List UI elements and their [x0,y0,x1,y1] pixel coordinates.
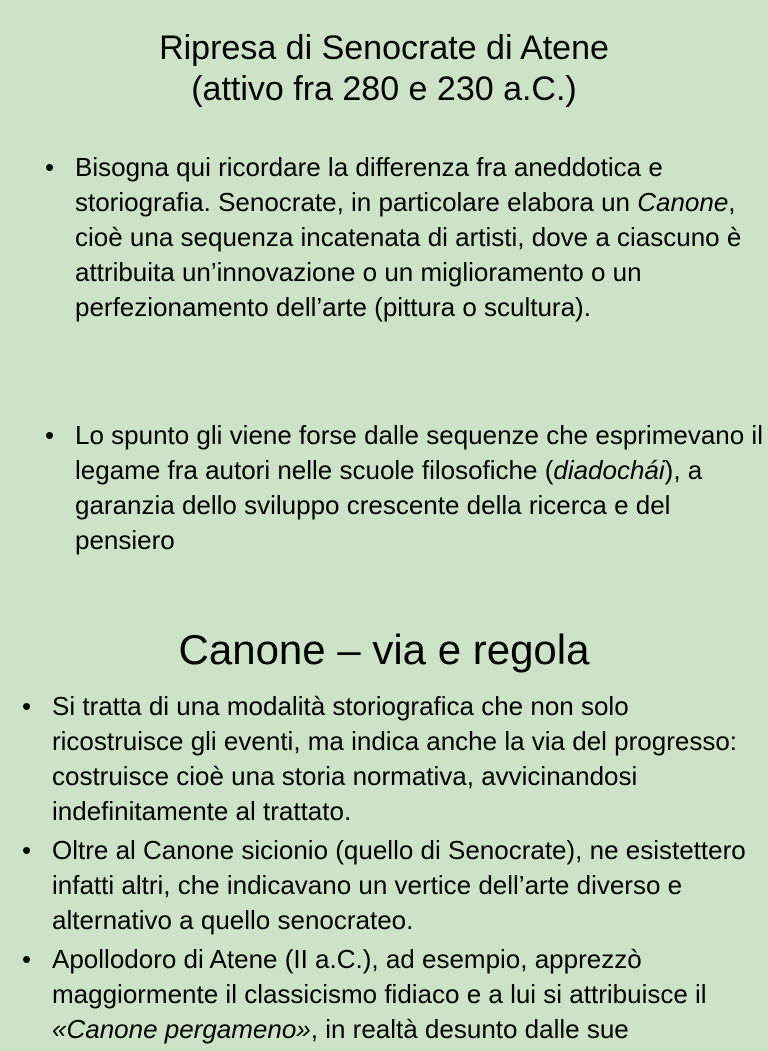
bullet-text: , in realtà desunto dalle sue [310,1014,629,1044]
bullet-text: Oltre al Canone sicionio (quello di Senocrate), ne esistettero infatti altri, che indicavano un vertice dell’arte diverso e alternativo a quello senocrateo. [52,835,746,935]
bullet-italic-term: Canone [637,187,729,217]
title-line-1: Ripresa di Senocrate di Atene [159,29,609,67]
bullet-italic-term: diadochái [553,455,665,485]
slide-title [0,28,768,110]
bullet-item-differenza [45,150,765,325]
bullet-text: , cioè una sequenza incatenata di artisti, dove a ciascuno è attribuita un’innovazione o un miglioramento o un perfezionamento dell’arte (pittura o scultura). [75,187,742,322]
bullet-list [45,150,765,555]
bullet-item-modalita [22,689,764,829]
bullet-text: Lo spunto gli viene forse dalle sequenze che esprimevano il legame fra autori nelle scuole filosofiche ( [75,420,763,485]
title-line-2: (attivo fra 280 e 230 a.C.) [191,70,577,108]
bullet-text: Apollodoro di Atene (II a.C.), ad esempio, apprezzò maggiormente il classicismo fidiaco e a lui si attribuisce il [52,944,707,1009]
slide-canone [0,600,768,1044]
bullet-dot-icon: • [45,152,55,182]
bullet-item-altri-canoni [22,833,764,938]
bullet-dot-icon: • [45,420,55,450]
bullet-text: Bisogna qui ricordare la differenza fra aneddotica e storiografia. Senocrate, in particolare elabora un [75,152,663,217]
slide-title: Canone – via e regola [178,626,590,673]
bullet-item-spunto [45,418,765,558]
bullet-dot-icon: • [22,835,32,865]
bullet-item-apollodoro [22,942,764,1047]
bullet-italic-term: «Canone pergameno» [52,1014,311,1044]
bullet-dot-icon: • [22,944,32,974]
bullet-text: ), a garanzia dello sviluppo crescente della ricerca e del pensiero [75,455,703,555]
bullet-dot-icon: • [22,691,32,721]
bullet-text: Si tratta di una modalità storiografica che non solo ricostruisce gli eventi, ma indica anche la via del progresso: costruisce cioè una storia normativa, avvicinandosi indefinitamente al trattato. [52,691,738,826]
bullet-list [22,689,764,1051]
